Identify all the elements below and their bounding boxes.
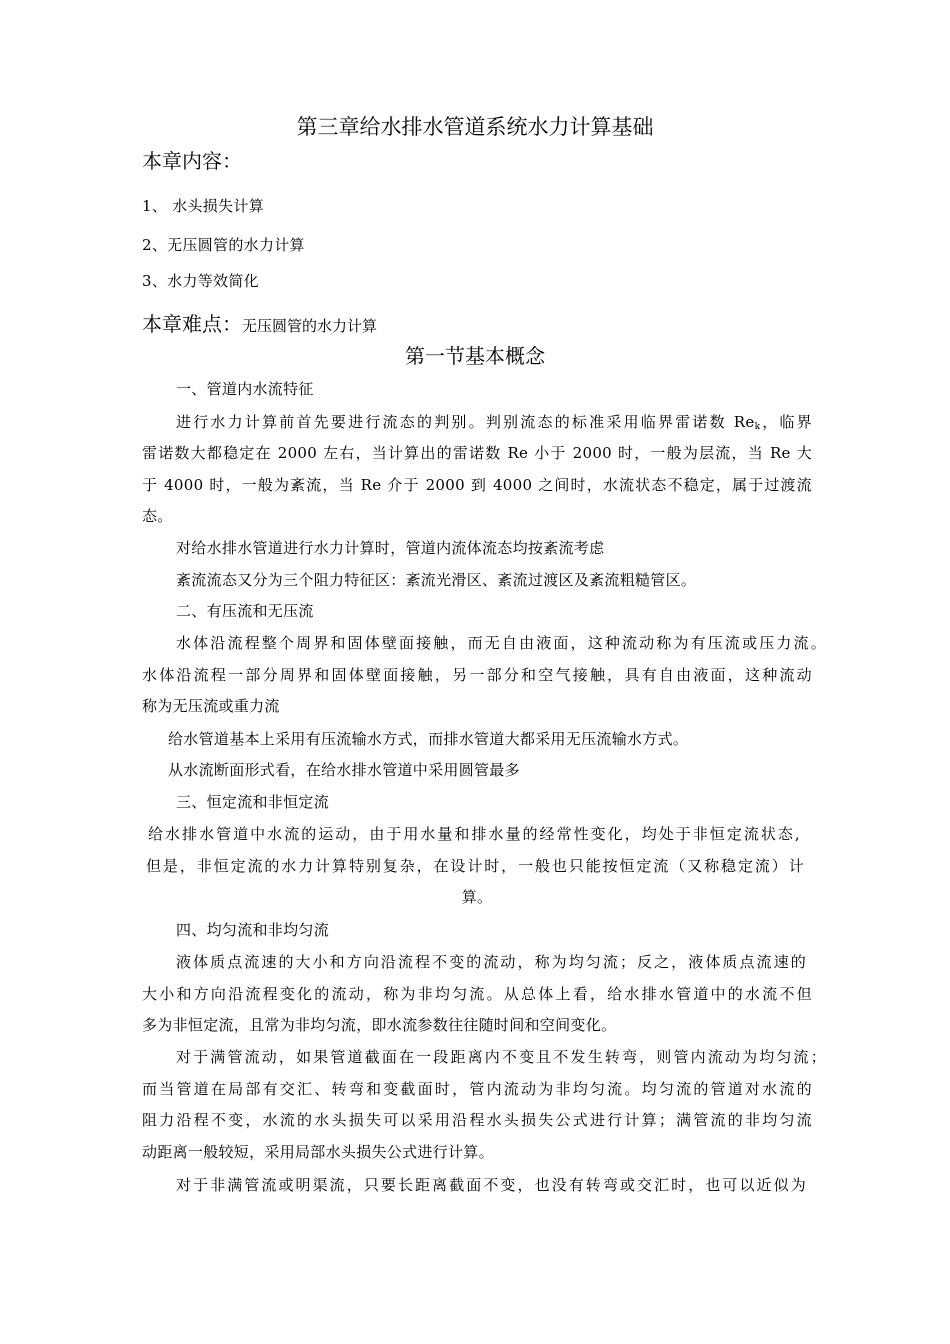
paragraph-8-line-2: 大小和方向沿流程变化的流动，称为非均匀流。从总体上看，给水排水管道中的水流不但	[142, 985, 812, 1003]
paragraph-5: 给水管道基本上采用有压流输水方式，而排水管道大都采用无压流输水方式。	[168, 730, 689, 748]
paragraph-4-line-2: 水体沿流程一部分周界和固体壁面接触，另一部分和空气接触，具有自由液面，这种流动	[142, 666, 812, 684]
paragraph-9-line-1: 对于满管流动，如果管道截面在一段距离内不变且不发生转弯，则管内流动为均匀流；	[176, 1048, 826, 1066]
paragraph-2: 对给水排水管道进行水力计算时，管道内流体流态均按紊流考虑	[176, 539, 605, 557]
paragraph-9-line-2: 而当管道在局部有交汇、转弯和变截面时，管内流动为非均匀流。均匀流的管道对水流的	[142, 1080, 812, 1098]
section-title: 第一节基本概念	[405, 344, 545, 368]
paragraph-1-line-2: 雷诺数大都稳定在 2000 左右，当计算出的雷诺数 Re 小于 2000 时，一般为层流，当 Re 大	[142, 444, 812, 462]
subsection-title-3: 三、恒定流和非恒定流	[176, 793, 330, 811]
paragraph-8-line-3: 多为非恒定流，且常为非均匀流，即水流参数往往随时间和空间变化。	[142, 1016, 617, 1034]
paragraph-9-line-4: 动距离一般较短，采用局部水头损失公式进行计算。	[142, 1143, 494, 1161]
paragraph-6: 从水流断面形式看，在给水排水管道中采用圆管最多	[168, 761, 520, 779]
contents-item-2: 2、无压圆管的水力计算	[142, 236, 305, 254]
chapter-title: 第三章给水排水管道系统水力计算基础	[296, 115, 654, 139]
contents-item-3: 3、水力等效简化	[142, 272, 259, 290]
paragraph-7-line-3: 算。	[461, 888, 493, 906]
paragraph-1-line-4: 态。	[142, 507, 173, 525]
paragraph-1-line-3: 于 4000 时，一般为紊流，当 Re 介于 2000 到 4000 之间时，水流状态不稳定，属于过渡流	[142, 476, 812, 494]
subsection-title-1: 一、管道内水流特征	[176, 380, 314, 398]
paragraph-7-line-2: 但是，非恒定流的水力计算特别复杂，在设计时，一般也只能按恒定流（又称稳定流）计	[146, 857, 804, 875]
paragraph-4-line-1: 水体沿流程整个周界和固体壁面接触，而无自由液面，这种流动称为有压流或压力流。	[176, 634, 826, 652]
paragraph-8-line-1: 液体质点流速的大小和方向沿流程不变的流动，称为均匀流；反之，液体质点流速的	[176, 953, 806, 971]
paragraph-7-line-1: 给水排水管道中水流的运动，由于用水量和排水量的经常性变化，均处于非恒定流状态,	[148, 825, 800, 843]
p1-line1-text-a: 进行水力计算前首先要进行流态的判别。判别流态的标准采用临界雷诺数 Re	[176, 413, 755, 431]
subsection-title-2: 二、有压流和无压流	[176, 602, 314, 620]
paragraph-9-line-3: 阻力沿程不变，水流的水头损失可以采用沿程水头损失公式进行计算；满管流的非均匀流	[142, 1111, 812, 1129]
contents-heading: 本章内容：	[142, 149, 242, 173]
difficulty-line	[142, 311, 377, 339]
difficulty-label: 本章难点：	[142, 312, 242, 336]
paragraph-1-line-1	[176, 412, 812, 437]
p1-line1-text-b: ，临界	[760, 413, 812, 431]
difficulty-text: 无压圆管的水力计算	[242, 317, 378, 335]
paragraph-4-line-3: 称为无压流或重力流	[142, 697, 280, 715]
p1-line1-subscript: k	[754, 422, 761, 432]
paragraph-10-line-1: 对于非满管流或明渠流，只要长距离截面不变，也没有转弯或交汇时，也可以近似为	[176, 1176, 806, 1194]
subsection-title-4: 四、均匀流和非均匀流	[176, 921, 330, 939]
paragraph-3: 紊流流态又分为三个阻力特征区：紊流光滑区、紊流过渡区及紊流粗糙管区。	[176, 571, 697, 589]
contents-item-1: 1、 水头损失计算	[142, 197, 265, 215]
